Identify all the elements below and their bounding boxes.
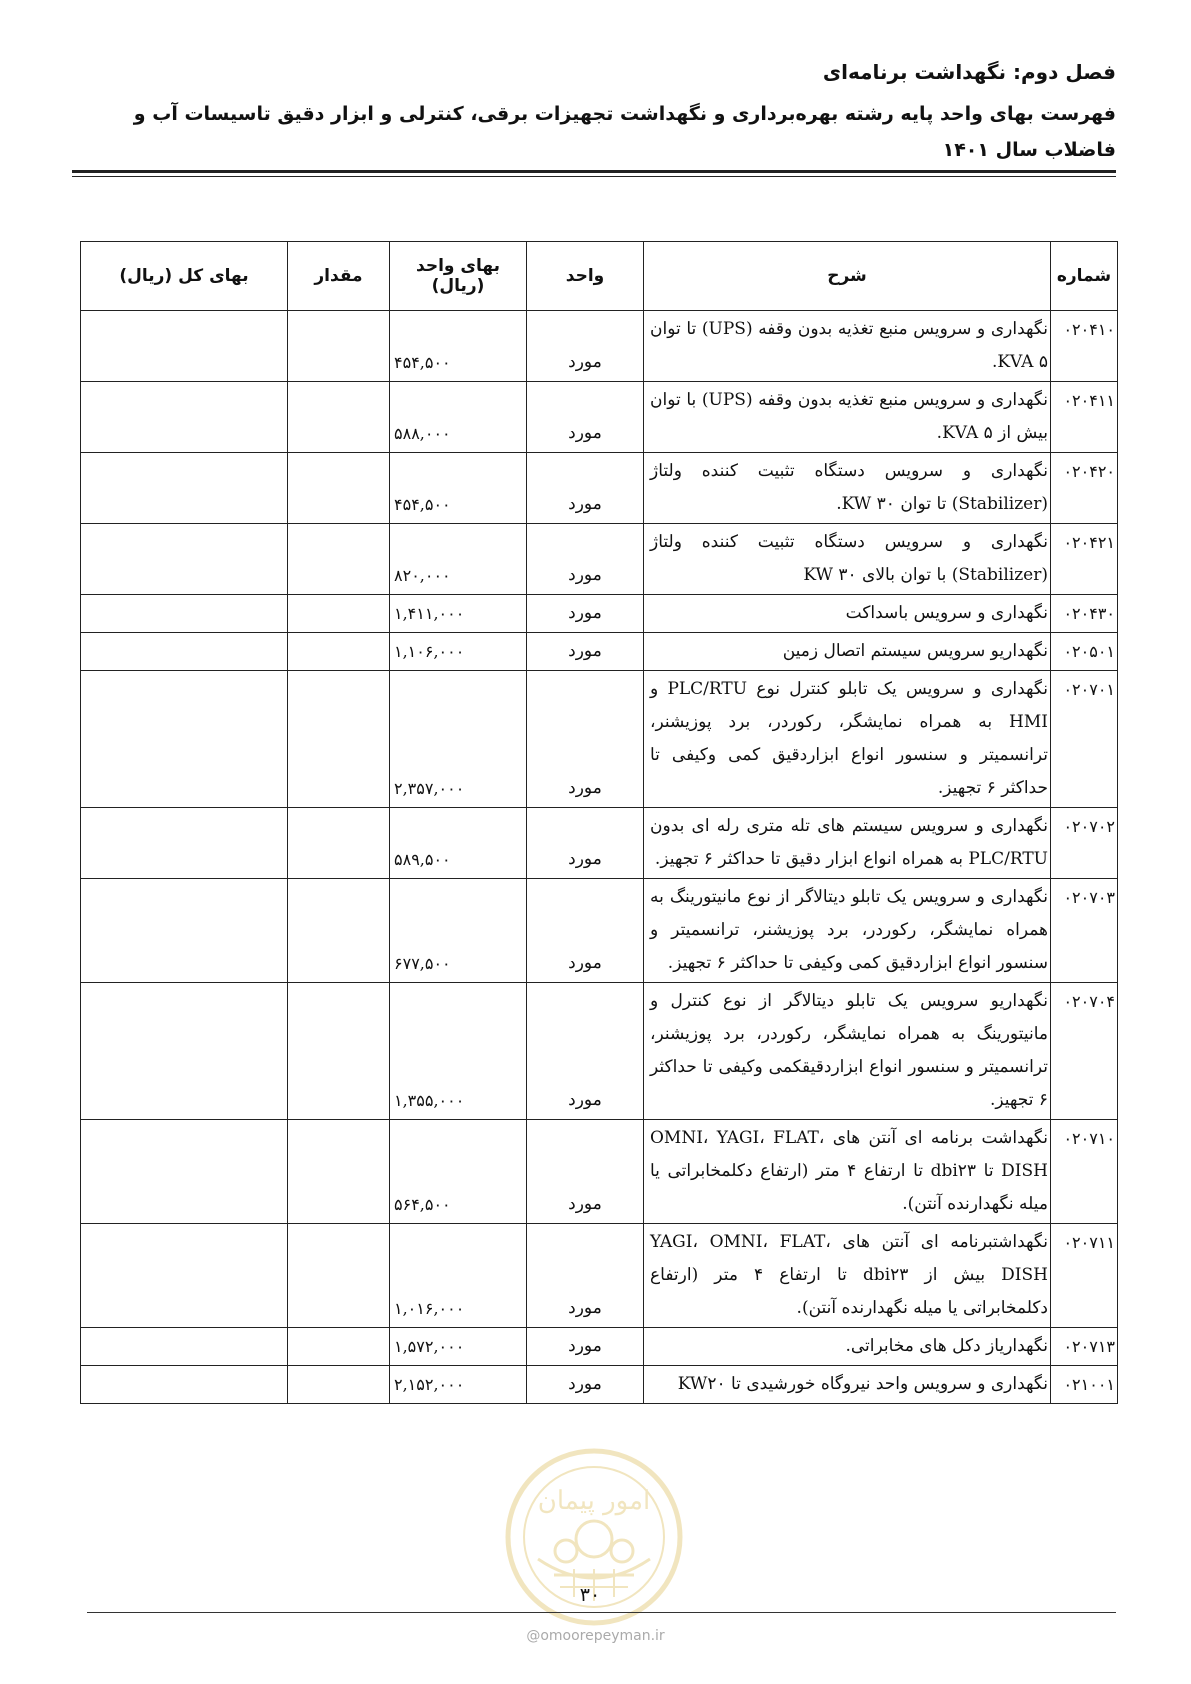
col-header-unit: واحد <box>527 242 644 311</box>
row-desc: نگهداشت برنامه ای آنتن های OMNI، YAGI، FLAT، DISH تا dbi۲۳ تا ارتفاع ۴ متر (ارتفاع دکلمخابراتی یا میله نگهدارنده آنتن). <box>644 1120 1051 1224</box>
chapter-title: فصل دوم: نگهداشت برنامه‌ای <box>822 60 1116 84</box>
row-desc: نگهداریو سرویس یک تابلو دیتالاگر از نوع کنترل و مانیتورینگ به همراه نمایشگر، رکوردر، برد پوزیشنر، ترانسمیتر و سنسور انواع ابزاردقیقکمی وکیفی تا حداکثر ۶ تجهیز. <box>644 983 1051 1120</box>
row-desc: نگهداری و سرویس سیستم های تله متری رله ای بدون PLC/RTU به همراه انواع ابزار دقیق تا حداکثر ۶ تجهیز. <box>644 808 1051 879</box>
footer-site: @omoorepeyman.ir <box>526 1628 665 1644</box>
row-total <box>81 983 288 1120</box>
row-unit: مورد <box>527 1120 644 1224</box>
row-price: ۱,۴۱۱,۰۰۰ <box>390 595 527 633</box>
row-qty <box>288 1366 390 1404</box>
row-total <box>81 879 288 983</box>
row-price: ۴۵۴,۵۰۰ <box>390 311 527 382</box>
row-price: ۱,۳۵۵,۰۰۰ <box>390 983 527 1120</box>
row-code: ۰۲۰۷۱۰ <box>1051 1120 1118 1224</box>
row-qty <box>288 453 390 524</box>
table-row <box>81 524 1118 595</box>
row-total <box>81 382 288 453</box>
row-code: ۰۲۱۰۰۱ <box>1051 1366 1118 1404</box>
row-desc: نگهداریو سرویس سیستم اتصال زمین <box>644 633 1051 671</box>
list-title: فهرست بهای واحد پایه رشته بهره‌برداری و نگهداشت تجهیزات برقی، کنترلی و ابزار دقیق تاسیسات آب و فاضلاب سال ۱۴۰۱ <box>133 103 1116 161</box>
row-code: ۰۲۰۴۲۱ <box>1051 524 1118 595</box>
watermark-text: امور پیمان <box>537 1486 651 1516</box>
col-header-desc: شرح <box>644 242 1051 311</box>
row-total <box>81 595 288 633</box>
row-desc: نگهداری و سرویس یک تابلو دیتالاگر از نوع مانیتورینگ به همراه نمایشگر، رکوردر، برد پوزیشنر، ترانسمیتر و سنسور انواع ابزاردقیق کمی وکیفی تا حداکثر ۶ تجهیز. <box>644 879 1051 983</box>
table-row <box>81 453 1118 524</box>
table-row <box>81 633 1118 671</box>
row-unit: مورد <box>527 879 644 983</box>
row-total <box>81 453 288 524</box>
row-unit: مورد <box>527 524 644 595</box>
row-code: ۰۲۰۷۰۲ <box>1051 808 1118 879</box>
row-total <box>81 311 288 382</box>
table-row <box>81 808 1118 879</box>
row-unit: مورد <box>527 633 644 671</box>
row-desc: نگهداری و سرویس یک تابلو کنترل نوع PLC/RTU و HMI به همراه نمایشگر، رکوردر، برد پوزیشنر، ترانسمیتر و سنسور انواع ابزاردقیق کمی وکیفی تا حداکثر ۶ تجهیز. <box>644 671 1051 808</box>
row-total <box>81 1328 288 1366</box>
row-total <box>81 633 288 671</box>
row-qty <box>288 879 390 983</box>
row-code: ۰۲۰۴۲۰ <box>1051 453 1118 524</box>
row-desc: نگهداری و سرویس منبع تغذیه بدون وقفه (UPS) تا توان ۵ KVA. <box>644 311 1051 382</box>
row-unit: مورد <box>527 382 644 453</box>
row-price: ۶۷۷,۵۰۰ <box>390 879 527 983</box>
row-qty <box>288 382 390 453</box>
row-price: ۵۸۹,۵۰۰ <box>390 808 527 879</box>
row-qty <box>288 595 390 633</box>
row-code: ۰۲۰۷۰۴ <box>1051 983 1118 1120</box>
price-table <box>80 241 1118 1404</box>
row-desc: نگهداری و سرویس واحد نیروگاه خورشیدی تا KW۲۰ <box>644 1366 1051 1404</box>
row-code: ۰۲۰۴۱۱ <box>1051 382 1118 453</box>
row-price: ۱,۱۰۶,۰۰۰ <box>390 633 527 671</box>
row-total <box>81 1120 288 1224</box>
row-price: ۸۲۰,۰۰۰ <box>390 524 527 595</box>
col-header-total: بهای کل (ریال) <box>81 242 288 311</box>
row-qty <box>288 633 390 671</box>
row-code: ۰۲۰۵۰۱ <box>1051 633 1118 671</box>
row-qty <box>288 311 390 382</box>
header-rule-thick <box>72 170 1116 173</box>
row-code: ۰۲۰۴۱۰ <box>1051 311 1118 382</box>
header-rule-thin <box>72 176 1116 177</box>
row-desc: نگهداری و سرویس منبع تغذیه بدون وقفه (UPS) با توان بیش از ۵ KVA. <box>644 382 1051 453</box>
table-row <box>81 879 1118 983</box>
table-header-row <box>81 242 1118 311</box>
row-desc: نگهداری و سرویس دستگاه تثبیت کننده ولتاژ (Stabilizer) تا توان ۳۰ KW. <box>644 453 1051 524</box>
row-unit: مورد <box>527 311 644 382</box>
row-qty <box>288 671 390 808</box>
row-desc: نگهداریاز دکل های مخابراتی. <box>644 1328 1051 1366</box>
row-total <box>81 808 288 879</box>
col-header-qty: مقدار <box>288 242 390 311</box>
row-price: ۴۵۴,۵۰۰ <box>390 453 527 524</box>
row-price: ۱,۰۱۶,۰۰۰ <box>390 1224 527 1328</box>
row-total <box>81 671 288 808</box>
row-unit: مورد <box>527 1328 644 1366</box>
row-qty <box>288 808 390 879</box>
row-price: ۱,۵۷۲,۰۰۰ <box>390 1328 527 1366</box>
row-unit: مورد <box>527 595 644 633</box>
row-unit: مورد <box>527 808 644 879</box>
row-unit: مورد <box>527 983 644 1120</box>
row-qty <box>288 983 390 1120</box>
row-code: ۰۲۰۷۰۱ <box>1051 671 1118 808</box>
table-row <box>81 671 1118 808</box>
row-unit: مورد <box>527 1366 644 1404</box>
table-row <box>81 311 1118 382</box>
row-price: ۲,۱۵۲,۰۰۰ <box>390 1366 527 1404</box>
row-qty <box>288 1224 390 1328</box>
page-header <box>72 58 1116 168</box>
table-row <box>81 1366 1118 1404</box>
row-code: ۰۲۰۷۱۳ <box>1051 1328 1118 1366</box>
table-row <box>81 983 1118 1120</box>
row-qty <box>288 1120 390 1224</box>
page-number: ۳۰ <box>579 1584 601 1606</box>
row-price: ۵۸۸,۰۰۰ <box>390 382 527 453</box>
row-unit: مورد <box>527 453 644 524</box>
col-header-code: شماره <box>1051 242 1118 311</box>
row-total <box>81 524 288 595</box>
row-code: ۰۲۰۷۰۳ <box>1051 879 1118 983</box>
table-row <box>81 1328 1118 1366</box>
row-desc: نگهداشتبرنامه ای آنتن های YAGI، OMNI، FLAT، DISH بیش از dbi۲۳ تا ارتفاع ۴ متر (ارتفاع دکلمخابراتی یا میله نگهدارنده آنتن). <box>644 1224 1051 1328</box>
row-code: ۰۲۰۴۳۰ <box>1051 595 1118 633</box>
row-qty <box>288 524 390 595</box>
row-desc: نگهداری و سرویس باسداکت <box>644 595 1051 633</box>
row-price: ۲,۳۵۷,۰۰۰ <box>390 671 527 808</box>
row-total <box>81 1224 288 1328</box>
table-row <box>81 1120 1118 1224</box>
row-unit: مورد <box>527 1224 644 1328</box>
row-qty <box>288 1328 390 1366</box>
row-code: ۰۲۰۷۱۱ <box>1051 1224 1118 1328</box>
table-row <box>81 1224 1118 1328</box>
row-unit: مورد <box>527 671 644 808</box>
table-row <box>81 382 1118 453</box>
col-header-price: بهای واحد (ریال) <box>390 242 527 311</box>
row-desc: نگهداری و سرویس دستگاه تثبیت کننده ولتاژ (Stabilizer) با توان بالای ۳۰ KW <box>644 524 1051 595</box>
row-total <box>81 1366 288 1404</box>
row-price: ۵۶۴,۵۰۰ <box>390 1120 527 1224</box>
table-row <box>81 595 1118 633</box>
footer-rule <box>87 1612 1116 1613</box>
